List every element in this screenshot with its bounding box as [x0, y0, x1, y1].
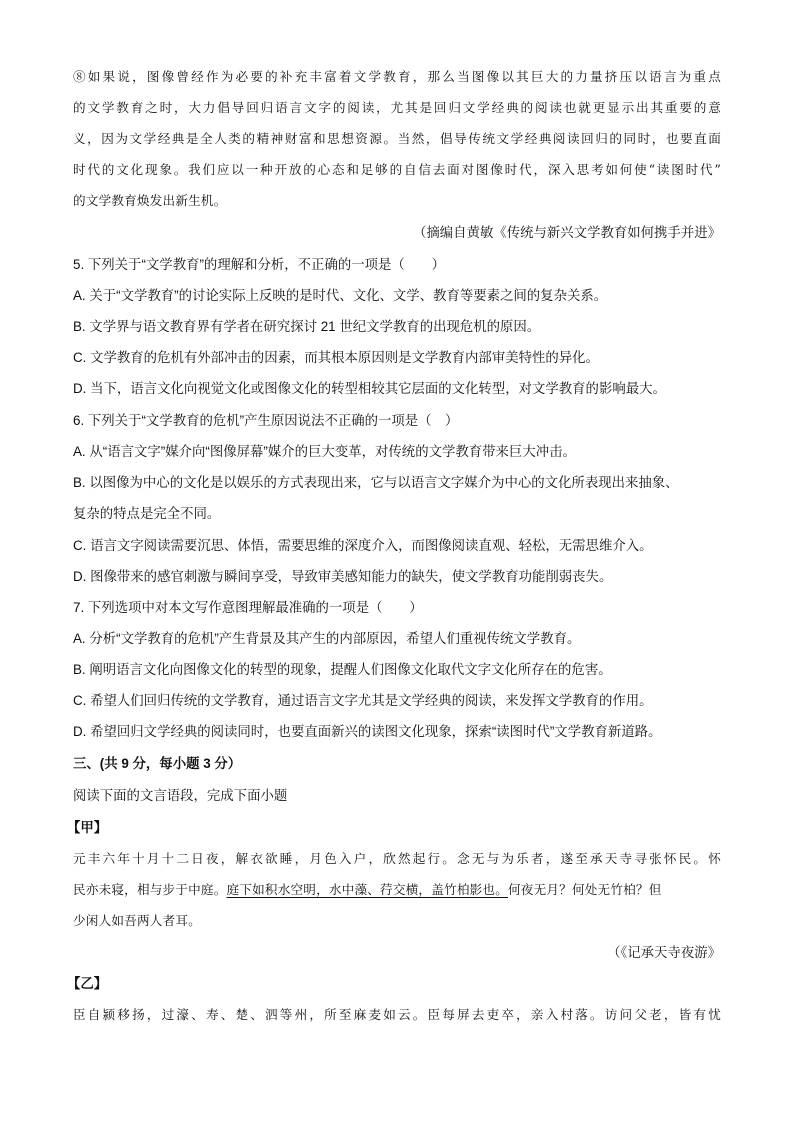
question-7-option-c: C. 希望人们回归传统的文学教育，通过语言文字尤其是文学经典的阅读，来发挥文学教育的作用。 — [73, 693, 653, 708]
question-5-option-d: D. 当下，语言文化向视觉文化或图像文化的转型相较其它层面的文化转型，对文学教育的影响最大。 — [73, 381, 666, 396]
underlined-sentence: 庭下如积水空明，水中藻、荇交横，盖竹柏影也。 — [226, 882, 508, 897]
question-5-option-c: C. 文学教育的危机有外部冲击的因素，而其根本原因则是文学教育内部审美特性的异化。 — [73, 350, 599, 365]
passage-line: 的文学教育焕发出新生机。 — [73, 193, 227, 208]
question-5-stem: 5. 下列关于“文学教育”的理解和分析，不正确的一项是（ ） — [73, 257, 445, 272]
question-6-option-b-cont: 复杂的特点是完全不同。 — [73, 506, 221, 521]
classical-line: 臣自颍移扬，过濠、寿、楚、泗等州，所至麻麦如云。臣每屏去吏卒，亲入村落。访问父老，皆有忧 — [73, 1007, 721, 1022]
question-6-option-c: C. 语言文字阅读需要沉思、体悟，需要思维的深度介入，而图像阅读直观、轻松，无需思维介入。 — [73, 538, 653, 553]
passage-line: 义，因为文学经典是全人类的精神财富和思想资源。当然，倡导传统文学经典阅读回归的同时，也要直面 — [73, 131, 721, 146]
classical-line — [73, 879, 721, 898]
question-7-option-b: B. 阐明语言文化向图像文化的转型的现象，提醒人们图像文化取代文字文化所存在的危害。 — [73, 662, 612, 677]
classical-text: 何夜无月？何处无竹柏？但 — [508, 882, 662, 897]
passage-source: （《记承天寺夜游》 — [607, 945, 721, 960]
question-7-stem: 7. 下列选项中对本文写作意图理解最准确的一项是（ ） — [73, 600, 423, 615]
question-6-option-b: B. 以图像为中心的文化是以娱乐的方式表现出来，它与以语言文字媒介为中心的文化所表现出来抽象、 — [73, 475, 679, 490]
passage-line: 的文学教育之时，大力倡导回归语言文字的阅读，尤其是回归文学经典的阅读也就更显示出其重要的意 — [73, 100, 721, 115]
question-6-option-a: A. 从“语言文字”媒介向“图像屏幕”媒介的巨大变革，对传统的文学教育带来巨大冲击。 — [73, 444, 576, 459]
question-5-option-b: B. 文学界与语文教育界有学者在研究探讨 21 世纪文学教育的出现危机的原因。 — [73, 319, 541, 334]
section-heading: 三、(共 9 分，每小题 3 分） — [73, 756, 242, 771]
classical-line: 少闲人如吾两人者耳。 — [73, 913, 201, 928]
question-6-stem: 6. 下列关于“文学教育的危机”产生原因说法不正确的一项是（ ） — [73, 413, 459, 428]
question-7-option-d: D. 希望回归文学经典的阅读同时，也要直面新兴的读图文化现象，探索“读图时代”文学教育新道路。 — [73, 724, 662, 739]
classical-text: 民亦未寝，相与步于中庭。 — [73, 882, 227, 897]
question-7-option-a: A. 分析“文学教育的危机”产生背景及其产生的内部原因，希望人们重视传统文学教育。 — [73, 631, 581, 646]
passage-label-jia: 【甲】 — [67, 820, 108, 835]
passage-label-yi: 【乙】 — [67, 976, 108, 991]
passage-source: （摘编自黄敏《传统与新兴文学教育如何携手并进》 — [413, 225, 721, 240]
classical-line: 元丰六年十月十二日夜，解衣欲睡，月色入户，欣然起行。念无与为乐者，遂至承天寺寻张怀民。怀 — [73, 851, 721, 866]
question-5-option-a: A. 关于“文学教育”的讨论实际上反映的是时代、文化、文学、教育等要素之间的复杂关系。 — [73, 288, 608, 303]
passage-line: 时代的文化现象。我们应以一种开放的心态和足够的自信去面对图像时代，深入思考如何使“读图时代” — [73, 162, 721, 177]
section-instruction: 阅读下面的文言语段，完成下面小题 — [73, 788, 288, 803]
question-6-option-d: D. 图像带来的感官刺激与瞬间享受，导致审美感知能力的缺失，使文学教育功能削弱丧失。 — [73, 569, 613, 584]
passage-line: ⑧如果说，图像曾经作为必要的补充丰富着文学教育，那么当图像以其巨大的力量挤压以语言为重点 — [73, 69, 721, 84]
